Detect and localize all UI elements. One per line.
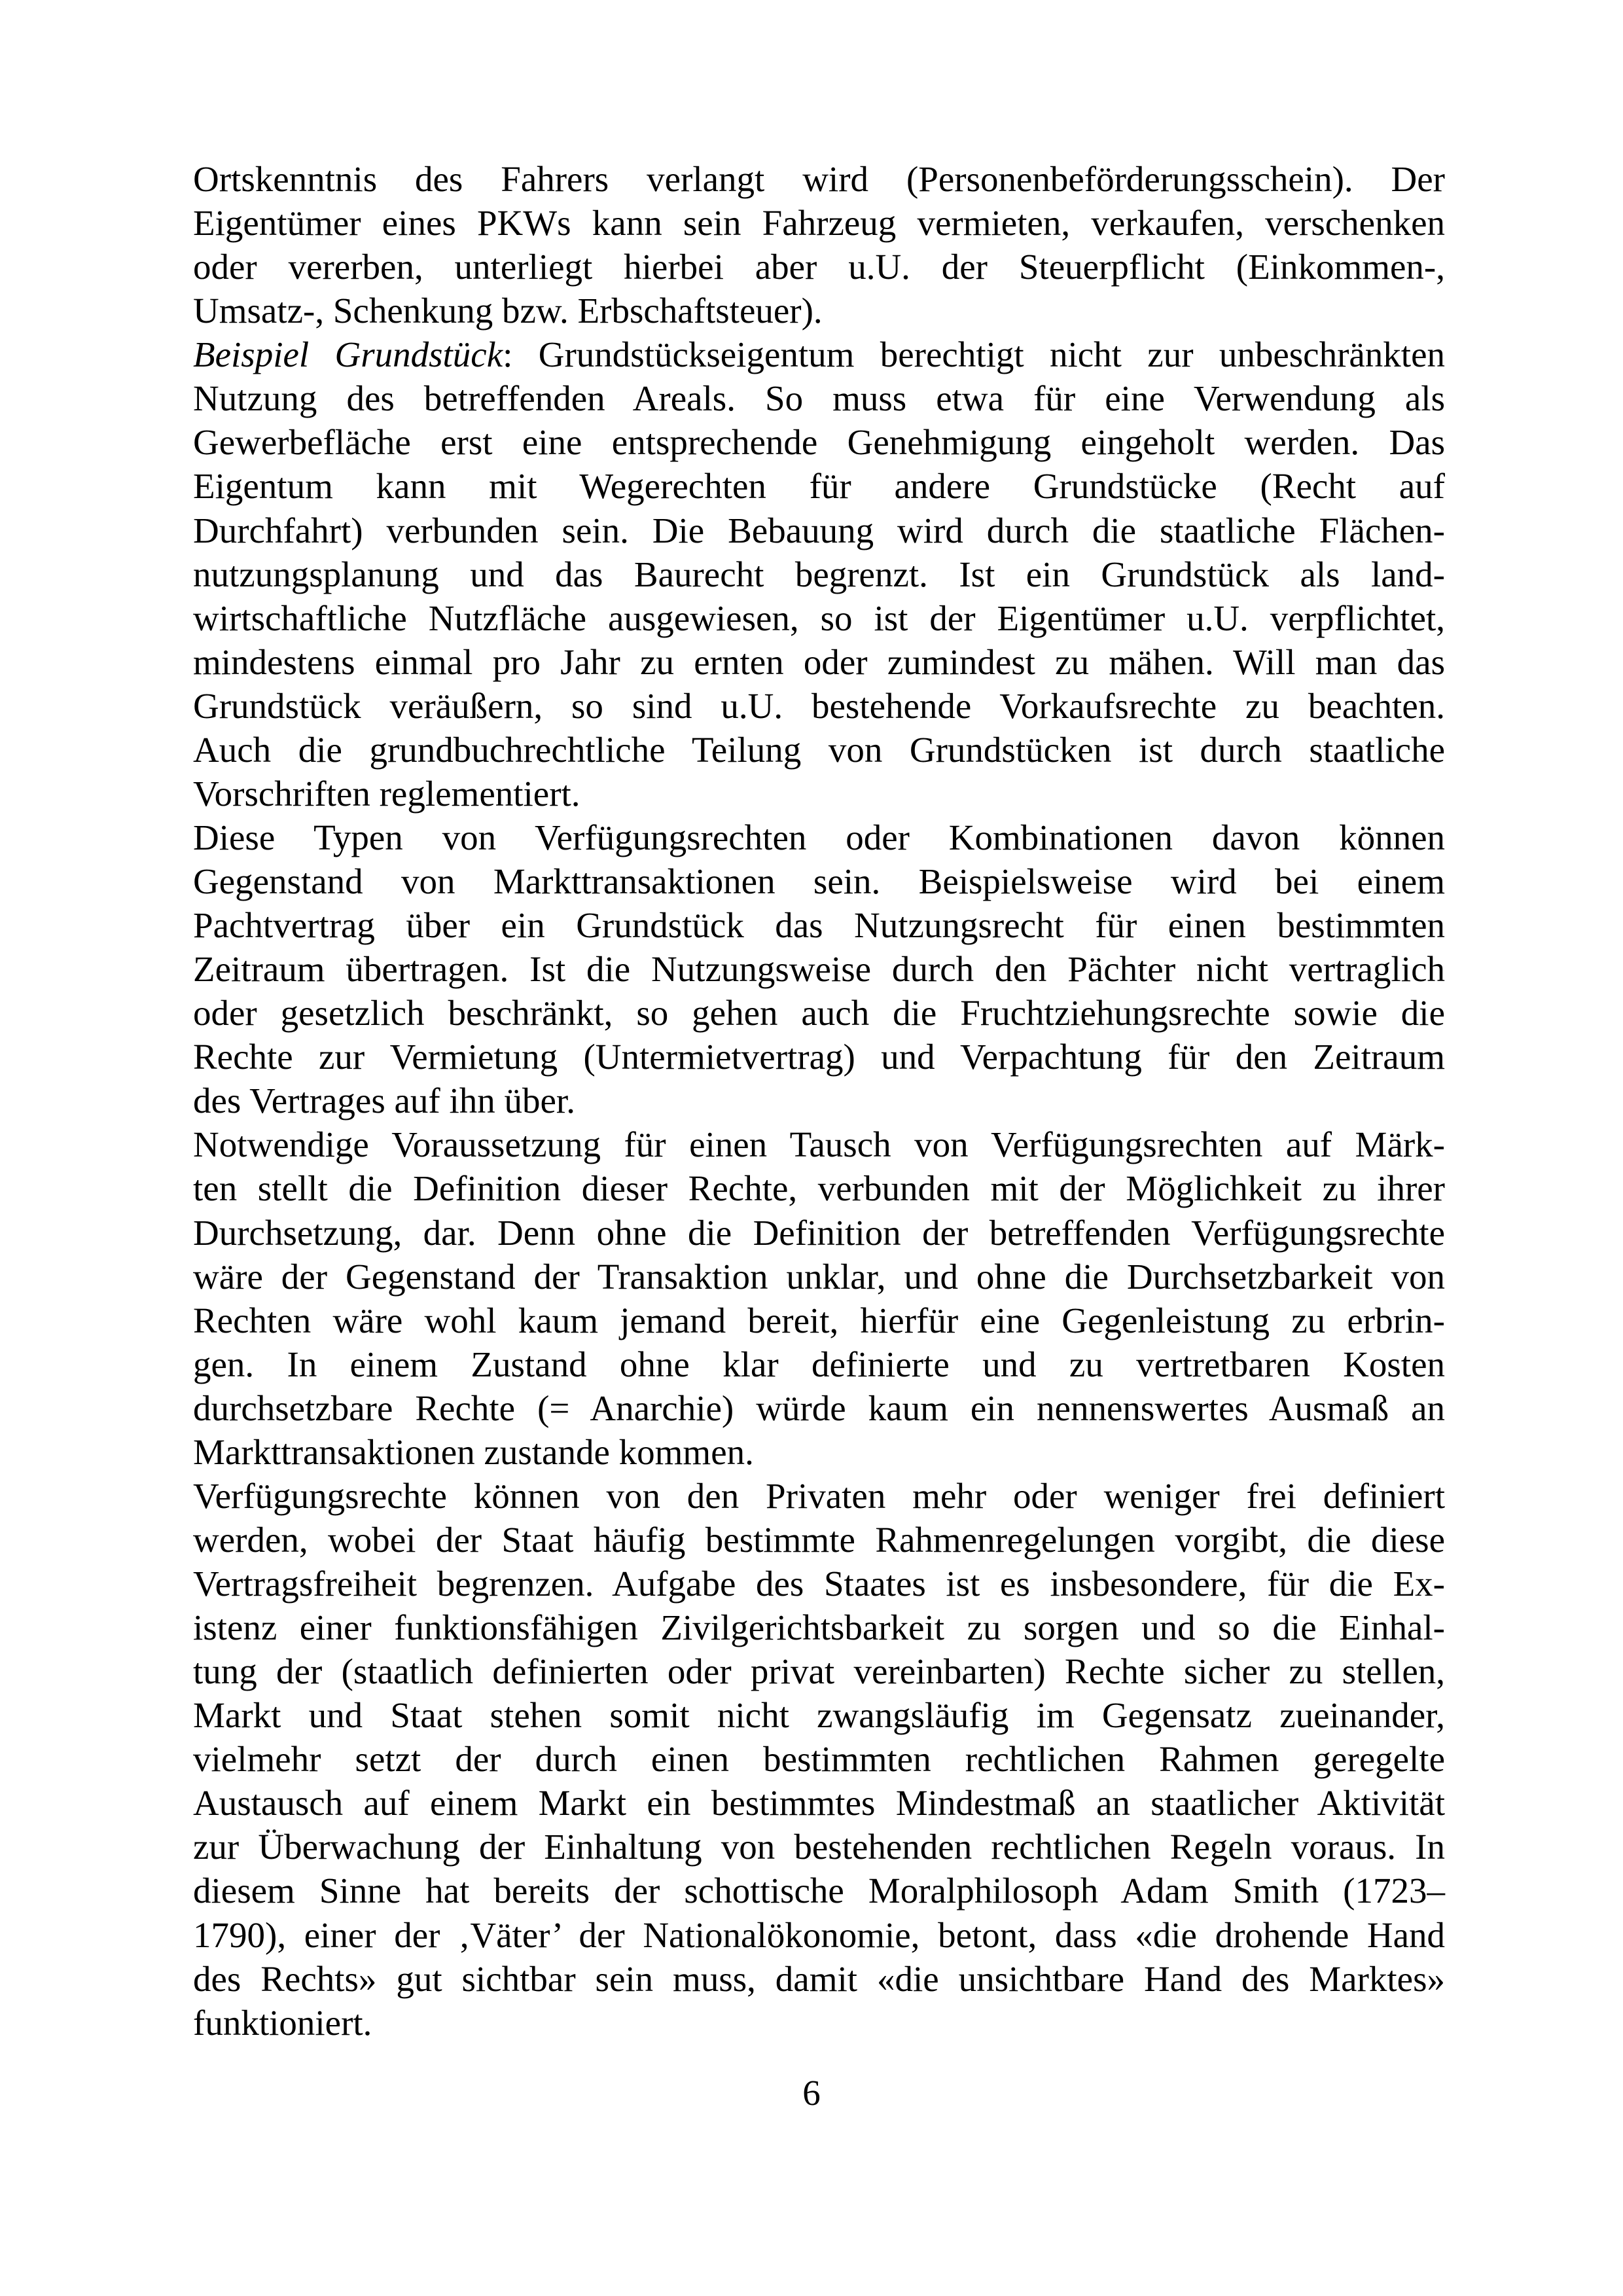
line-text: istenz einer funktionsfähigen Zivilgerichtsbarkeit zu sorgen und so die Einhal- [193, 1607, 1445, 1648]
line-text: werden, wobei der Staat häufig bestimmte Rahmenregelungen vorgibt, die diese [193, 1519, 1445, 1560]
line-text: Vertragsfreiheit begrenzen. Aufgabe des Staates ist es insbesondere, für die Ex- [193, 1564, 1445, 1604]
line-text: Eigentum kann mit Wegerechten für andere Grundstücke (Recht auf [193, 466, 1445, 507]
text-line [193, 1869, 1445, 1912]
text-line [193, 2001, 1445, 2045]
text-line [193, 1693, 1445, 1737]
text-line [193, 245, 1445, 289]
text-line [193, 1299, 1445, 1342]
line-text: Ortskenntnis des Fahrers verlangt wird (Personenbeförderungsschein). Der [193, 159, 1445, 199]
line-text: Rechte zur Vermietung (Untermietvertrag) und Verpachtung für den Zeitraum [193, 1037, 1445, 1077]
text-line [193, 1913, 1445, 1957]
paragraph [193, 332, 1445, 816]
line-text: Diese Typen von Verfügungsrechten oder Kombinationen davon können [193, 817, 1445, 857]
line-text: Zeitraum übertragen. Ist die Nutzungsweise durch den Pächter nicht vertraglich [193, 949, 1445, 990]
text-line [193, 1957, 1445, 2001]
text-line [193, 1122, 1445, 1166]
text-line [193, 947, 1445, 991]
text-line [193, 1386, 1445, 1430]
line-text: Umsatz-, Schenkung bzw. Erbschaftsteuer). [193, 291, 823, 331]
paragraph [193, 1474, 1445, 2045]
text-line [193, 1737, 1445, 1781]
text-line [193, 1474, 1445, 1518]
text-line [193, 640, 1445, 684]
text-line [193, 1255, 1445, 1299]
text-line [193, 728, 1445, 772]
text-line [193, 1211, 1445, 1255]
text-line [193, 596, 1445, 640]
text-line [193, 157, 1445, 201]
paragraph [193, 816, 1445, 1122]
line-text: tung der (staatlich definierten oder privat vereinbarten) Rechte sicher zu stellen, [193, 1651, 1445, 1692]
text-line [193, 1649, 1445, 1693]
line-text: mindestens einmal pro Jahr zu ernten oder zumindest zu mähen. Will man das [193, 641, 1445, 682]
line-text: Austausch auf einem Markt ein bestimmtes Mindestmaß an staatlicher Aktivität [193, 1783, 1445, 1823]
text-line [193, 1825, 1445, 1869]
page-number: 6 [802, 2073, 821, 2113]
line-text: Notwendige Voraussetzung für einen Tausch von Verfügungsrechten auf Märk- [193, 1124, 1445, 1165]
text-line [193, 552, 1445, 596]
text-line [193, 420, 1445, 464]
line-text: nutzungsplanung und das Baurecht begrenzt. Ist ein Grundstück als land- [193, 554, 1445, 594]
text-line [193, 1518, 1445, 1562]
text-line [193, 859, 1445, 903]
text-line [193, 332, 1445, 376]
text-line [193, 464, 1445, 508]
line-text: diesem Sinne hat bereits der schottische Moralphilosoph Adam Smith (1723– [193, 1871, 1445, 1911]
paragraph [193, 157, 1445, 332]
text-line [193, 1562, 1445, 1605]
line-text: gen. In einem Zustand ohne klar definierte und zu vertretbaren Kosten [193, 1344, 1445, 1384]
line-text: ten stellt die Definition dieser Rechte, verbunden mit der Möglichkeit zu ihrer [193, 1168, 1445, 1209]
text-line [193, 289, 1445, 332]
line-text: wäre der Gegenstand der Transaktion unklar, und ohne die Durchsetzbarkeit von [193, 1256, 1445, 1297]
line-text: des Rechts» gut sichtbar sein muss, damit «die unsichtbare Hand des Marktes» [193, 1958, 1445, 1999]
line-text: Rechten wäre wohl kaum jemand bereit, hierfür eine Gegenleistung zu erbrin- [193, 1300, 1445, 1340]
line-text: Markttransaktionen zustande kommen. [193, 1431, 754, 1472]
text-line [193, 1166, 1445, 1210]
line-text: Durchfahrt) verbunden sein. Die Bebauung wird durch die staatliche Flächen- [193, 510, 1445, 550]
text-line [193, 991, 1445, 1035]
line-text: Markt und Staat stehen somit nicht zwangsläufig im Gegensatz zueinander, [193, 1695, 1445, 1736]
line-text: funktioniert. [193, 2002, 372, 2043]
text-line [193, 1079, 1445, 1122]
line-text: oder gesetzlich beschränkt, so gehen auch die Fruchtziehungsrechte sowie die [193, 993, 1445, 1033]
line-text: wirtschaftliche Nutzfläche ausgewiesen, so ist der Eigentümer u.U. verpflichtet, [193, 598, 1445, 638]
line-text: Grundstück veräußern, so sind u.U. bestehende Vorkaufsrechte zu beachten. [193, 685, 1445, 726]
line-text: Pachtvertrag über ein Grundstück das Nutzungsrecht für einen bestimmten [193, 905, 1445, 946]
line-text: Gewerbefläche erst eine entsprechende Genehmigung eingeholt werden. Das [193, 422, 1445, 463]
line-text: : Grundstückseigentum berechtigt nicht zur unbeschränkten [503, 334, 1445, 375]
line-text: oder vererben, unterliegt hierbei aber u.U. der Steuerpflicht (Einkommen-, [193, 247, 1445, 287]
text-line [193, 816, 1445, 859]
text-line [193, 1035, 1445, 1079]
text-line [193, 772, 1445, 816]
paragraph [193, 1122, 1445, 1474]
document-body [193, 157, 1445, 2045]
line-text: des Vertrages auf ihn über. [193, 1081, 575, 1121]
text-line [193, 376, 1445, 420]
line-text: 1790), einer der ‚Väter’ der Nationalökonomie, betont, dass «die drohende Hand [193, 1914, 1445, 1955]
text-line [193, 201, 1445, 245]
line-text: Nutzung des betreffenden Areals. So muss etwa für eine Verwendung als [193, 378, 1445, 419]
line-text: durchsetzbare Rechte (= Anarchie) würde kaum ein nennenswertes Ausmaß an [193, 1388, 1445, 1428]
line-text: Gegenstand von Markttransaktionen sein. Beispielsweise wird bei einem [193, 861, 1445, 901]
text-line [193, 1605, 1445, 1649]
text-line [193, 1430, 1445, 1474]
line-text: vielmehr setzt der durch einen bestimmten rechtlichen Rahmen geregelte [193, 1739, 1445, 1780]
line-text: zur Überwachung der Einhaltung von bestehenden rechtlichen Regeln voraus. In [193, 1827, 1445, 1867]
line-text: Verfügungsrechte können von den Privaten mehr oder weniger frei definiert [193, 1475, 1445, 1516]
line-text: Eigentümer eines PKWs kann sein Fahrzeug vermieten, verkaufen, verschenken [193, 203, 1445, 243]
text-line [193, 1781, 1445, 1825]
line-text: Vorschriften reglementiert. [193, 773, 580, 814]
line-text: Auch die grundbuchrechtliche Teilung von Grundstücken ist durch staatliche [193, 729, 1445, 770]
text-line [193, 1342, 1445, 1386]
line-text: Durchsetzung, dar. Denn ohne die Definition der betreffenden Verfügungsrechte [193, 1212, 1445, 1253]
text-line [193, 509, 1445, 552]
text-line [193, 684, 1445, 728]
italic-lead: Beispiel Grundstück [193, 334, 503, 375]
text-line [193, 903, 1445, 947]
